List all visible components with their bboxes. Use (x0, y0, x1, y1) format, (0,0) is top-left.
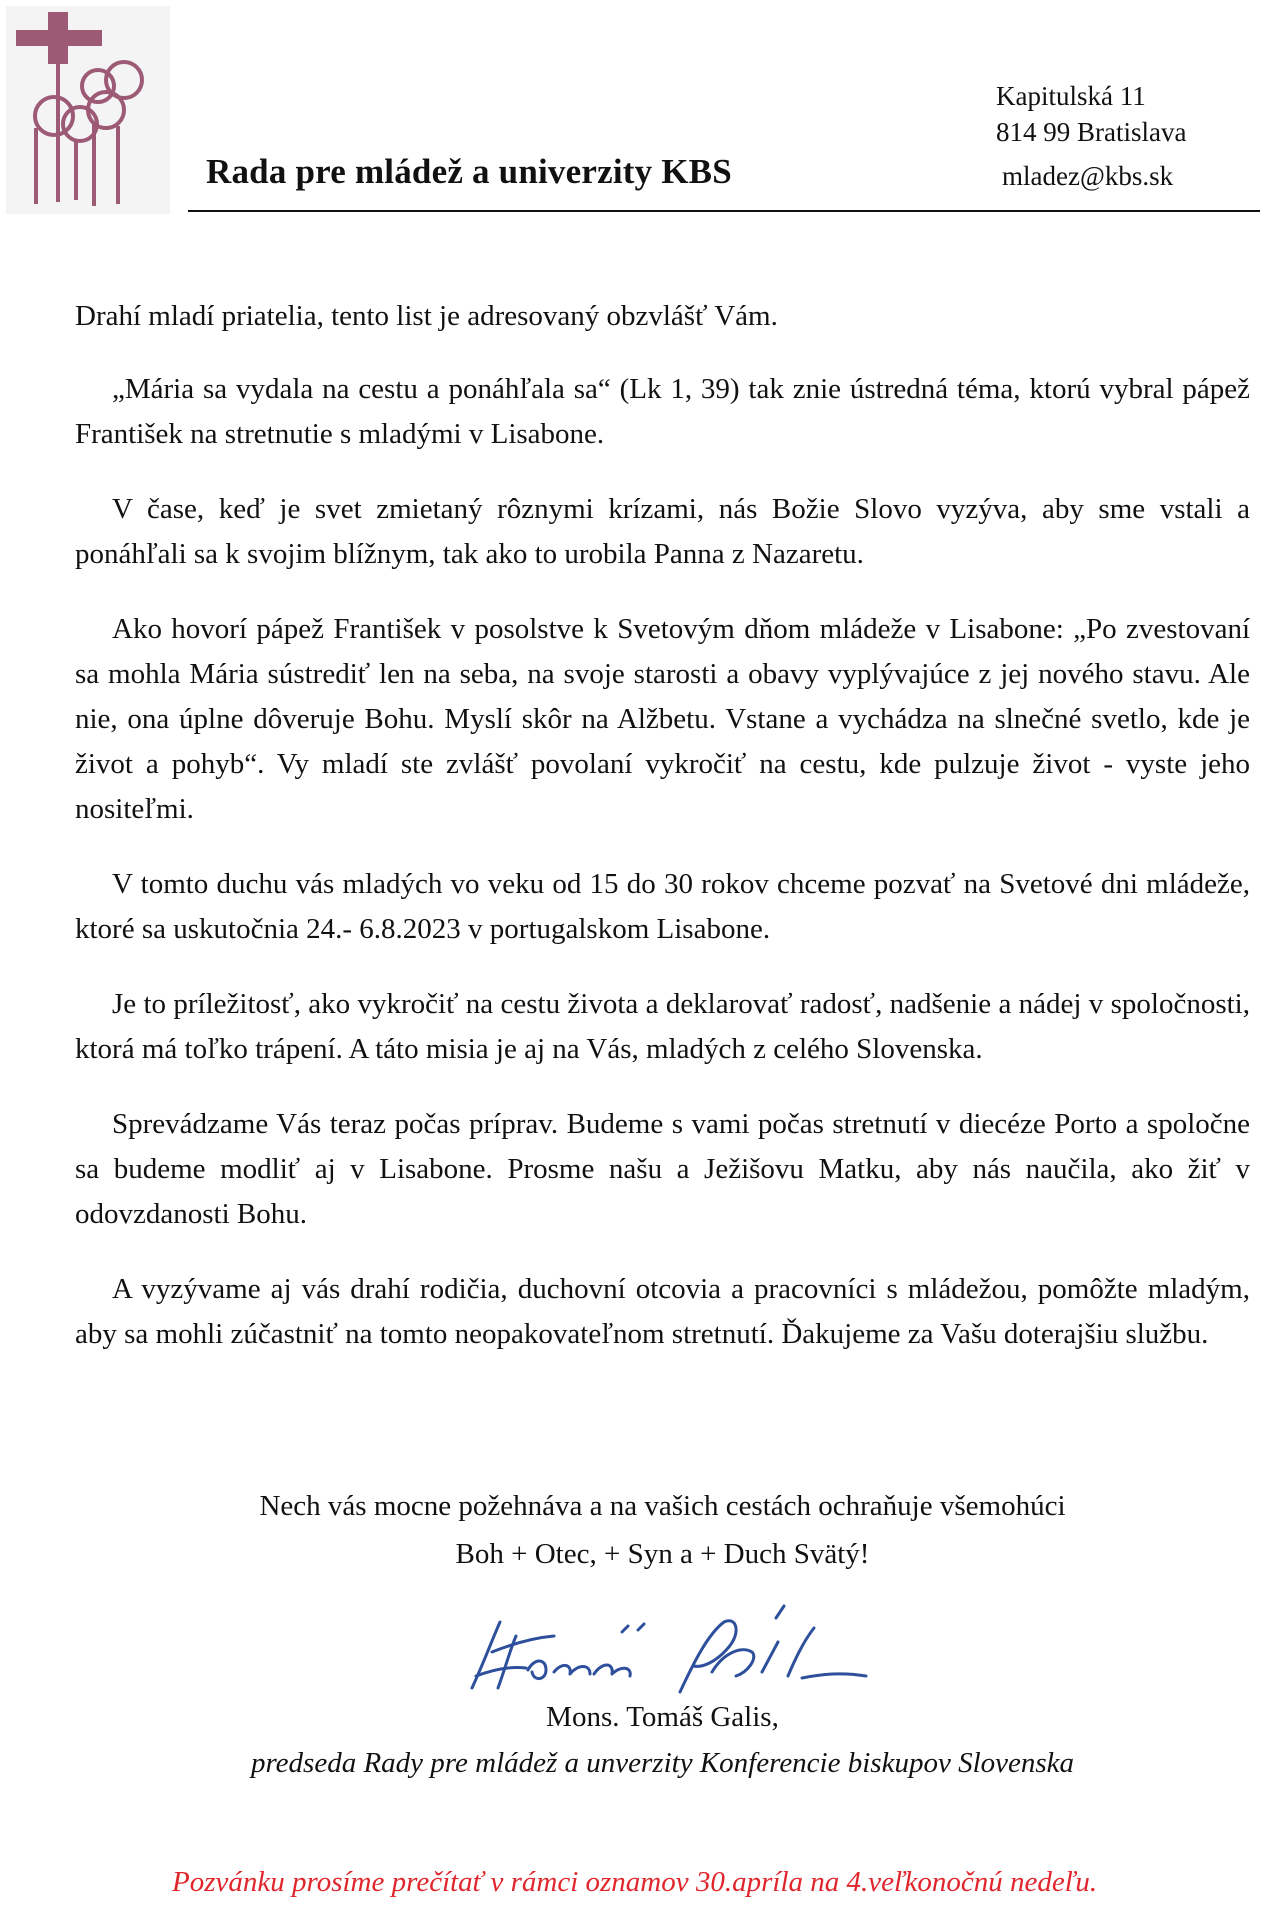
address-street: Kapitulská 11 (996, 81, 1146, 111)
signer-name: Mons. Tomáš Galis, (546, 1701, 779, 1733)
header-divider (188, 210, 1260, 212)
greeting: Drahí mladí priatelia, tento list je adresovaný obzvlášť Vám. (75, 300, 778, 332)
blessing-line: Nech vás mocne požehnáva a na vašich cestách ochraňuje všemohúci (259, 1490, 1066, 1522)
address-block (996, 78, 1186, 194)
logo-graphic (6, 6, 170, 214)
paragraph: Je to príležitosť, ako vykročiť na cestu života a deklarovať radosť, nadšenie a nádej v spoločnosti, ktorá má toľko trápení. A táto misia je aj na Vás, mladých z celého Slovenska. (75, 988, 1250, 1065)
paragraph: Sprevádzame Vás teraz počas príprav. Budeme s vami počas stretnutí v diecéze Porto a spoločne sa budeme modliť aj v Lisabone. Prosme našu a Ježišovu Matku, aby nás naučila, ako žiť v odovzdanosti Bohu. (75, 1108, 1250, 1230)
blessing (75, 1482, 1250, 1578)
letter-body (75, 294, 1250, 1387)
blessing-line: Boh + Otec, + Syn a + Duch Svätý! (455, 1538, 870, 1570)
paragraph: Ako hovorí pápež František v posolstve k Svetovým dňom mládeže v Lisabone: „Po zvestovaní sa mohla Mária sústrediť len na seba, na svoje starosti a obavy vyplývajúce z jej nového stavu. Ale nie, ona úplne dôveruje Bohu. Myslí skôr na Alžbetu. Vstane a vychádza na slnečné svetlo, kde je život a pohyb“. Vy mladí ste zvlášť povolaní vykročiť na cestu, kde pulzuje život - vyste jeho nositeľmi. (75, 613, 1250, 825)
address-city: 814 99 Bratislava (996, 117, 1187, 147)
cross-and-rings-logo-icon (6, 6, 170, 214)
organization-name: Rada pre mládež a univerzity KBS (206, 152, 732, 191)
paragraph: A vyzývame aj vás drahí rodičia, duchovní otcovia a pracovníci s mládežou, pomôžte mladým, aby sa mohli zúčastniť na tomto neopakovateľnom stretnutí. Ďakujeme za Vašu doterajšiu službu. (75, 1273, 1250, 1350)
paragraph: V čase, keď je svet zmietaný rôznymi krízami, nás Božie Slovo vyzýva, aby sme vstali a ponáhľali sa k svojim blížnym, tak ako to urobila Panna z Nazaretu. (75, 493, 1250, 570)
signer-block (75, 1694, 1250, 1786)
signer-title: predseda Rady pre mládež a unverzity Konferencie biskupov Slovenska (250, 1747, 1075, 1779)
footer-note: Pozvánku prosíme prečítať v rámci oznamov 30.apríla na 4.veľkonočnú nedeľu. (172, 1866, 1098, 1898)
paragraph: V tomto duchu vás mladých vo veku od 15 do 30 rokov chceme pozvať na Svetové dni mládeže, ktoré sa uskutočnia 24.- 6.8.2023 v portugalskom Lisabone. (75, 868, 1250, 945)
email-link[interactable]: mladez@kbs.sk (1002, 161, 1174, 191)
paragraph: „Mária sa vydala na cestu a ponáhľala sa“ (Lk 1, 39) tak znie ústredná téma, ktorú vybral pápež František na stretnutie s mladými v Lisabone. (75, 373, 1250, 450)
